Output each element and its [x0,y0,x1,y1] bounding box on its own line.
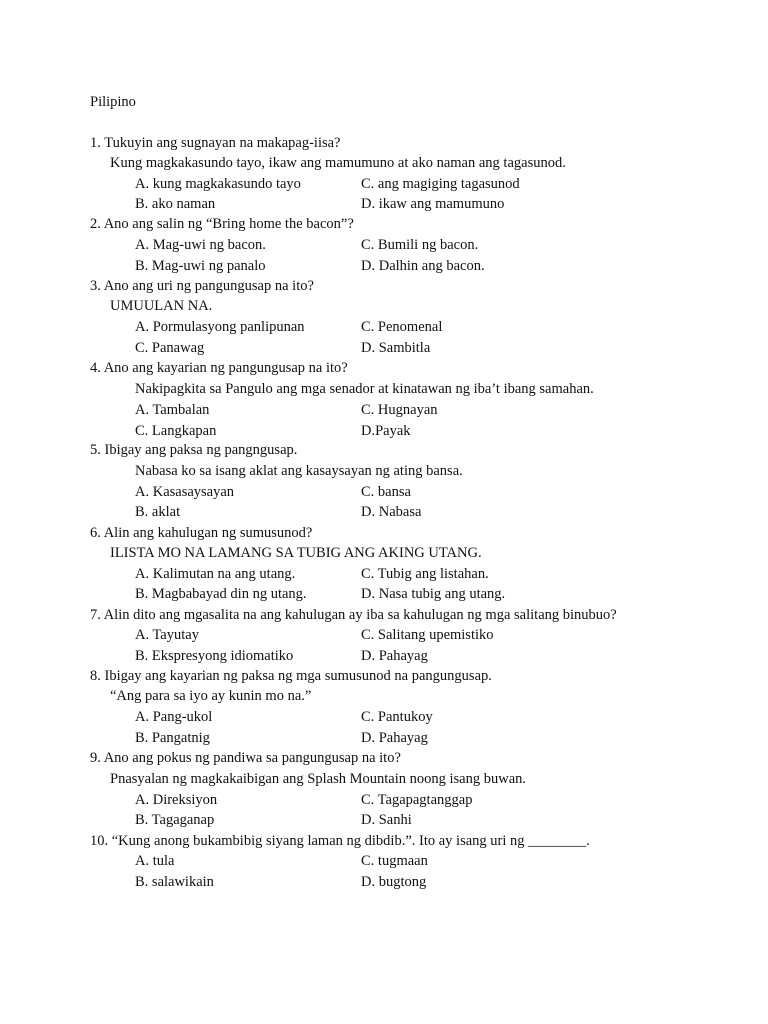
question-8-choice-d: D. Pahayag [361,730,428,746]
question-10-choice-c: C. tugmaan [361,853,428,869]
question-7: 7. Alin dito ang mgasalita na ang kahulugan ay iba sa kahulugan ng mga salitang binubuo? [90,607,617,623]
question-4: 4. Ano ang kayarian ng pangungusap na ito? [90,360,348,376]
question-3-choice-b: C. Panawag [135,340,205,356]
question-8-choice-c: C. Pantukoy [361,709,433,725]
question-3-prompt: UMUULAN NA. [110,298,213,314]
question-2-choice-a: A. Mag-uwi ng bacon. [135,237,266,253]
question-4-choice-b: C. Langkapan [135,423,217,439]
question-9-choice-d: D. Sanhi [361,812,412,828]
question-5-choice-d: D. Nabasa [361,504,422,520]
question-9-choice-c: C. Tagapagtanggap [361,792,473,808]
question-9-choice-a: A. Direksiyon [135,792,218,808]
question-1-choice-d: D. ikaw ang mamumuno [361,196,505,212]
question-10: 10. “Kung anong bukambibig siyang laman ng dibdib.”. Ito ay isang uri ng ________. [90,833,590,849]
question-1: 1. Tukuyin ang sugnayan na makapag-iisa? [90,135,341,151]
question-5: 5. Ibigay ang paksa ng pangngusap. [90,442,298,458]
question-8: 8. Ibigay ang kayarian ng paksa ng mga sumusunod na pangungusap. [90,668,492,684]
question-7-choice-c: C. Salitang upemistiko [361,627,494,643]
question-1-prompt: Kung magkakasundo tayo, ikaw ang mamumuno at ako naman ang tagasunod. [110,155,566,171]
question-10-choice-b: B. salawikain [135,874,214,890]
question-5-prompt: Nabasa ko sa isang aklat ang kasaysayan ng ating bansa. [135,463,463,479]
question-4-prompt: Nakipagkita sa Pangulo ang mga senador at kinatawan ng iba’t ibang samahan. [135,381,594,397]
question-3-choice-a: A. Pormulasyong panlipunan [135,319,305,335]
question-2-choice-c: C. Bumili ng bacon. [361,237,479,253]
question-3-choice-d: D. Sambitla [361,340,431,356]
question-8-choice-b: B. Pangatnig [135,730,210,746]
question-2: 2. Ano ang salin ng “Bring home the bacon”? [90,216,354,232]
question-7-choice-d: D. Pahayag [361,648,428,664]
question-1-choice-b: B. ako naman [135,196,216,212]
question-6: 6. Alin ang kahulugan ng sumusunod? [90,525,313,541]
question-10-choice-a: A. tula [135,853,175,869]
question-8-prompt: “Ang para sa iyo ay kunin mo na.” [110,688,312,704]
question-10-choice-d: D. bugtong [361,874,427,890]
question-6-choice-d: D. Nasa tubig ang utang. [361,586,506,602]
question-5-choice-c: C. bansa [361,484,411,500]
question-7-choice-b: B. Ekspresyong idiomatiko [135,648,294,664]
question-3-choice-c: C. Penomenal [361,319,443,335]
question-9-prompt: Pnasyalan ng magkakaibigan ang Splash Mountain noong isang buwan. [110,771,527,787]
question-3: 3. Ano ang uri ng pangungusap na ito? [90,278,314,294]
question-2-choice-b: B. Mag-uwi ng panalo [135,258,266,274]
subject-title: Pilipino [90,94,136,110]
question-7-choice-a: A. Tayutay [135,627,199,643]
question-4-choice-c: C. Hugnayan [361,402,438,418]
question-6-choice-c: C. Tubig ang listahan. [361,566,489,582]
question-1-choice-a: A. kung magkakasundo tayo [135,176,301,192]
question-6-choice-a: A. Kalimutan na ang utang. [135,566,296,582]
question-1-choice-c: C. ang magiging tagasunod [361,176,520,192]
question-9: 9. Ano ang pokus ng pandiwa sa pangungusap na ito? [90,750,401,766]
question-6-choice-b: B. Magbabayad din ng utang. [135,586,307,602]
question-2-choice-d: D. Dalhin ang bacon. [361,258,485,274]
question-8-choice-a: A. Pang-ukol [135,709,213,725]
question-4-choice-d: D.Payak [361,423,411,439]
question-9-choice-b: B. Tagaganap [135,812,215,828]
question-4-choice-a: A. Tambalan [135,402,210,418]
question-5-choice-b: B. aklat [135,504,181,520]
question-6-prompt: ILISTA MO NA LAMANG SA TUBIG ANG AKING UTANG. [110,545,482,561]
question-5-choice-a: A. Kasasaysayan [135,484,235,500]
